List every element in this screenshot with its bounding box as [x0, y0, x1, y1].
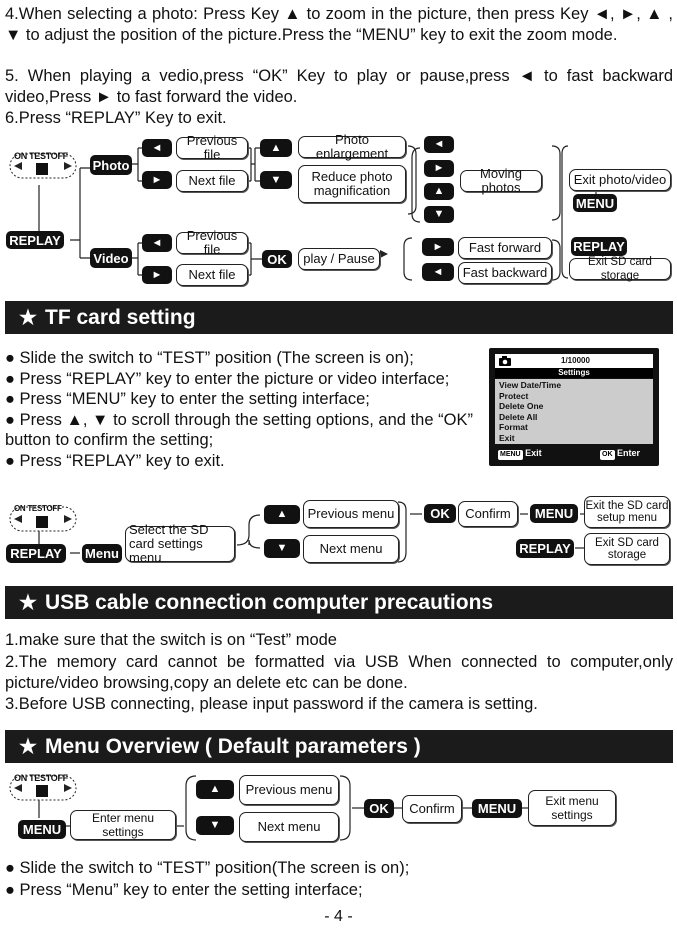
settings-heading: Settings [495, 368, 653, 378]
usb-step-1: 1.make sure that the switch is on “Test” mode [5, 631, 337, 649]
ok-button[interactable]: OK [262, 250, 292, 268]
menu-item-exit[interactable]: Exit [499, 432, 515, 443]
ok-chip: OK [602, 451, 613, 458]
usb-step-2: 2.The memory card cannot be formatted via USB When connected to computer,only picture/video browsing,copy an delete etc can be done. [5, 653, 673, 692]
switch3-label-on: ON [14, 773, 27, 783]
mode-switch-3[interactable] [8, 772, 72, 800]
menu-small-button[interactable]: Menu [82, 544, 122, 563]
left-arrow-button[interactable]: ◄ [142, 139, 172, 157]
move-up-button[interactable]: ▲ [424, 183, 454, 200]
instruction-step-4: 4.When selecting a photo: Press Key ▲ to zoom in the picture, then press Key ◄, ►, ▲ , ▼ to adjust the position of the picture.Press the “MENU” key to exit the zoom mode. [5, 5, 673, 44]
switch-label-on: ON [14, 151, 27, 161]
switch3-label-test: TEST [29, 773, 51, 783]
select-sd-menu-label: Select the SD card settings menu [125, 526, 235, 562]
tf-step-5: ● Press “REPLAY” key to exit. [5, 451, 225, 470]
next-file-label: Next file [176, 170, 248, 192]
next-menu-label: Next menu [303, 535, 399, 563]
tf-step-2: ● Press “REPLAY” key to enter the picture or video interface; [5, 369, 450, 388]
instruction-step-5: 5. When playing a vedio,press “OK” Key to play or pause,press ◄ to fast backward video,Press ► to fast forward the video. [5, 67, 673, 106]
camera-icon [499, 356, 511, 368]
switch2-label-on: ON [14, 504, 26, 513]
star-icon: ★ [19, 736, 37, 758]
video-left-arrow-button[interactable]: ◄ [142, 234, 172, 252]
instruction-step-6: 6.Press “REPLAY” Key to exit. [5, 109, 227, 127]
menu-overview-header [5, 730, 673, 763]
right-arrow-button[interactable]: ► [142, 171, 172, 189]
play-pause-label: play / Pause [298, 248, 380, 270]
overview-bullet-1: ● Slide the switch to “TEST” position(The screen is on); [5, 859, 410, 877]
star-icon: ★ [19, 307, 37, 329]
fast-forward-button[interactable]: ► [422, 238, 454, 256]
replay-exit-button-2[interactable]: REPLAY [516, 539, 574, 558]
photo-enlargement-label: Photo enlargement [298, 136, 406, 158]
reduce-photo-label: Reduce photo magnification [298, 165, 406, 203]
switch2-label-test: TEST [27, 504, 47, 513]
photo-counter: 1/10000 [561, 356, 590, 365]
menu-enter-button[interactable]: MENU [18, 820, 66, 839]
menu-item-view-date[interactable]: View Date/Time [499, 380, 562, 390]
camera-settings-screen [489, 348, 659, 466]
switch3-label-off: OFF [50, 773, 68, 783]
prev-menu-up-button[interactable]: ▲ [264, 505, 300, 524]
switch2-label-off: OFF [46, 504, 62, 513]
video-right-arrow-button[interactable]: ► [142, 266, 172, 284]
replay-button[interactable]: REPLAY [6, 231, 64, 249]
mode-switch[interactable] [8, 150, 72, 178]
fast-backward-button[interactable]: ◄ [422, 263, 454, 281]
ok-confirm-button[interactable]: OK [424, 504, 456, 523]
replay-exit-button[interactable]: REPLAY [571, 237, 627, 256]
star-icon: ★ [19, 592, 37, 614]
menu-overview-title: Menu Overview ( Default parameters ) [45, 735, 421, 758]
fast-forward-label: Fast forward [458, 237, 552, 259]
overview-down-button[interactable]: ▼ [196, 816, 234, 835]
move-right-button[interactable]: ► [424, 160, 454, 177]
menu-button[interactable]: MENU [573, 194, 617, 212]
overview-menu-exit-button[interactable]: MENU [472, 799, 522, 818]
menu-item-format[interactable]: Format [499, 422, 528, 433]
up-arrow-button[interactable]: ▲ [260, 139, 292, 157]
mode-switch-2[interactable] [8, 503, 72, 531]
video-previous-file-label: Previous file [176, 232, 248, 254]
replay-button-2[interactable]: REPLAY [6, 544, 66, 563]
next-menu-down-button[interactable]: ▼ [264, 539, 300, 558]
move-left-button[interactable]: ◄ [424, 136, 454, 153]
usb-title: USB cable connection computer precautions [45, 591, 494, 614]
down-arrow-button[interactable]: ▼ [260, 171, 292, 189]
fast-backward-label: Fast backward [458, 262, 552, 284]
screen-top-bar [495, 354, 653, 368]
enter-menu-settings-label: Enter menu settings [70, 810, 176, 840]
screen-footer [495, 447, 653, 461]
photo-button[interactable]: Photo [90, 155, 132, 175]
menu-item-delete-all[interactable]: Delete All [499, 411, 538, 422]
overview-ok-button[interactable]: OK [364, 799, 394, 818]
overview-previous-menu-label: Previous menu [239, 775, 339, 805]
tf-step-3: ● Press “MENU” key to enter the setting interface; [5, 390, 370, 408]
previous-menu-label: Previous menu [303, 500, 399, 528]
overview-confirm-label: Confirm [402, 795, 462, 823]
exit-sd-storage-label: Exit SD card storage [569, 258, 671, 280]
move-down-button[interactable]: ▼ [424, 206, 454, 223]
overview-bullet-2: ● Press “Menu” key to enter the setting interface; [5, 881, 363, 899]
exit-menu-settings-label: Exit menu settings [528, 790, 616, 826]
confirm-label: Confirm [458, 501, 518, 527]
overview-next-menu-label: Next menu [239, 812, 339, 842]
video-next-file-label: Next file [176, 264, 248, 286]
menu-chip: MENU [500, 451, 521, 458]
usb-section-header [5, 586, 673, 619]
exit-sd-storage-label-2: Exit SD card storage [584, 533, 670, 565]
menu-exit-button[interactable]: MENU [530, 504, 578, 523]
tf-instructions [5, 348, 473, 471]
exit-photo-video-label: Exit photo/video [569, 169, 671, 191]
overview-up-button[interactable]: ▲ [196, 780, 234, 799]
usb-step-3: 3.Before USB connecting, please input password if the camera is setting. [5, 695, 538, 713]
switch-label-test: TEST [29, 151, 51, 161]
tf-step-4: ● Press ▲, ▼ to scroll through the setting options, and the “OK” button to confirm the setting; [5, 410, 473, 449]
tf-step-1: ● Slide the switch to “TEST” position (The screen is on); [5, 349, 414, 367]
previous-file-label: Previous file [176, 137, 248, 159]
switch-label-off: OFF [50, 151, 68, 161]
menu-item-delete-one[interactable]: Delete One [499, 401, 544, 412]
menu-item-protect[interactable]: Protect [499, 390, 529, 401]
tf-card-title: TF card setting [45, 306, 196, 329]
moving-photos-label: Moving photos [460, 170, 542, 192]
tf-card-section-header [5, 301, 673, 334]
footer-enter: Enter [617, 448, 641, 458]
exit-sd-setup-label: Exit the SD card setup menu [584, 496, 670, 528]
settings-menu [495, 379, 653, 444]
page-number: - 4 - [324, 908, 353, 925]
footer-exit: Exit [525, 448, 542, 458]
video-button[interactable]: Video [90, 248, 132, 268]
